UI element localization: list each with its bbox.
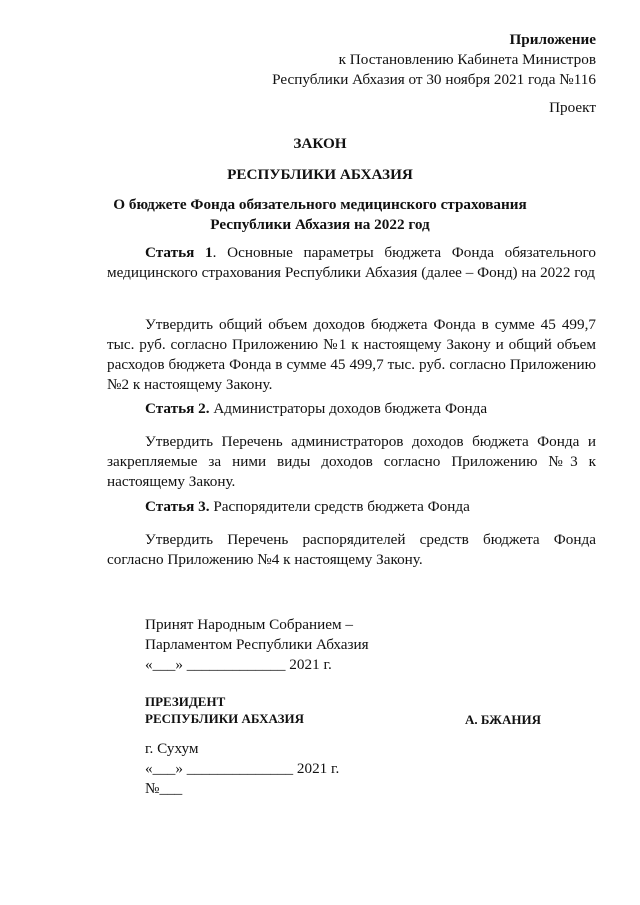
article-2-heading — [145, 399, 487, 419]
adoption-block — [145, 615, 369, 675]
article-3-body: Утвердить Перечень распорядителей средств бюджета Фонда согласно Приложению №4 к настоящему Закону. — [107, 531, 596, 569]
law-subject-line-2: Республики Абхазия на 2022 год — [210, 216, 430, 234]
article-3-text — [107, 530, 596, 570]
article-3-label: Статья 3. — [145, 498, 210, 515]
law-subject — [0, 195, 640, 235]
adoption-line-2: Парламентом Республики Абхазия — [145, 636, 369, 654]
city: г. Сухум — [145, 740, 199, 757]
appendix-header — [196, 30, 596, 90]
article-1-label: Статья 1 — [145, 244, 213, 261]
article-2-body: Утвердить Перечень администраторов доходов бюджета Фонда и закрепляемые за ними виды доходов согласно Приложению №3 к настоящему Закону. — [107, 433, 596, 491]
article-1-heading-text: . Основные параметры бюджета Фонда обязательного медицинского страхования Республики Абхазия (далее – Фонд) на 2022 год — [107, 244, 596, 282]
article-3-heading — [145, 497, 470, 517]
article-1-heading — [107, 243, 596, 283]
president-title — [145, 694, 304, 728]
adoption-line-1: Принят Народным Собранием – — [145, 616, 353, 633]
law-title: ЗАКОН — [293, 135, 347, 152]
appendix-line-1: к Постановлению Кабинета Министров — [338, 51, 596, 69]
article-1-body: Утвердить общий объем доходов бюджета Фонда в сумме 45 499,7 тыс. руб. согласно Приложению №1 к настоящему Закону и общий объем расходов бюджета Фонда в сумме 45 499,7 тыс. руб. согласно Приложению №2 к настоящему Закону. — [107, 316, 596, 394]
article-2-heading-text: Администраторы доходов бюджета Фонда — [209, 400, 488, 417]
place-date-block — [145, 739, 339, 799]
president-title-line-1: ПРЕЗИДЕНТ — [145, 694, 226, 709]
appendix-title: Приложение — [509, 31, 596, 48]
document-number: №___ — [145, 780, 183, 798]
appendix-line-2: Республики Абхазия от 30 ноября 2021 года №116 — [272, 71, 596, 89]
article-2-text — [107, 432, 596, 492]
president-name: А. БЖАНИЯ — [465, 712, 542, 727]
article-3-heading-text: Распорядители средств бюджета Фонда — [209, 498, 470, 515]
article-1-text — [107, 315, 596, 395]
project-label: Проект — [549, 99, 596, 116]
signing-date-line: «___» ______________ 2021 г. — [145, 760, 340, 778]
law-subject-line-1: О бюджете Фонда обязательного медицинского страхования — [113, 196, 527, 213]
article-2-label: Статья 2. — [145, 400, 210, 417]
republic-title: РЕСПУБЛИКИ АБХАЗИЯ — [227, 166, 413, 183]
adoption-date-line: «___» _____________ 2021 г. — [145, 656, 332, 674]
president-title-line-2: РЕСПУБЛИКИ АБХАЗИЯ — [145, 710, 304, 726]
